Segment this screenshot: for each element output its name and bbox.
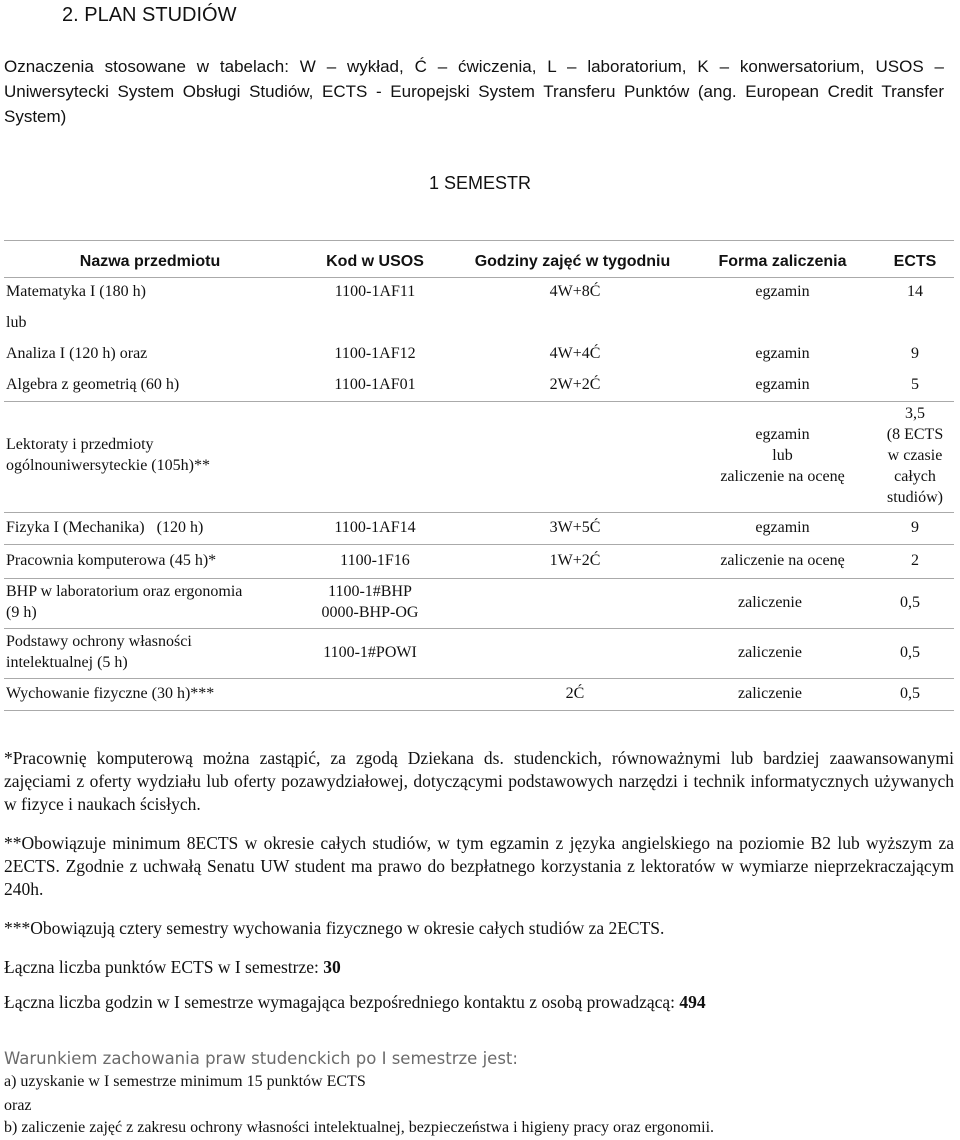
ects-value: 0,5 (900, 594, 920, 611)
table-top-rule (4, 240, 954, 241)
weekly-hours: 4W+4Ć (549, 345, 601, 362)
ects-value: 9 (911, 519, 919, 536)
hours-total-label: Łączna liczba godzin w I semestrze wymagająca bezpośredniego kontaktu z osobą prowadzącą: (4, 992, 680, 1012)
ects-note: w czasie (887, 447, 943, 464)
ects-value: 0,5 (900, 644, 920, 661)
usos-code: 1100-1AF11 (334, 283, 416, 300)
hours-total-line (4, 992, 706, 1013)
subject-name-cont: ogólnouniwersyteckie (105h)** (6, 457, 210, 474)
assessment-form: egzamin (755, 519, 810, 536)
table-bottom-rule (4, 710, 954, 711)
ects-note: (8 ECTS (886, 426, 944, 443)
weekly-hours: 2W+2Ć (549, 376, 601, 393)
row-rule (4, 578, 954, 579)
footnote-physical-education: ***Obowiązują cztery semestry wychowania fizycznego w okresie całych studiów za 2ECTS. (4, 918, 665, 938)
assessment-form: zaliczenie na ocenę (720, 552, 845, 569)
table-header-rule (4, 277, 954, 278)
weekly-hours: 2Ć (565, 685, 585, 702)
conditions-title: Warunkiem zachowania praw studenckich po I semestrze jest: (4, 1049, 518, 1068)
hours-total-value: 494 (679, 992, 706, 1012)
ects-total-line (4, 957, 341, 978)
usos-code: 1100-1AF14 (334, 519, 416, 536)
assessment-form: egzamin (755, 345, 810, 362)
ects-total-value: 30 (323, 957, 341, 977)
subject-name: Pracownia komputerowa (45 h)* (6, 552, 217, 569)
section-title: 2. PLAN STUDIÓW (62, 4, 237, 26)
row-rule (4, 401, 954, 402)
ects-value: 0,5 (900, 685, 920, 702)
usos-code-alt: 0000-BHP-OG (321, 604, 419, 621)
assessment-form: zaliczenie (738, 644, 802, 661)
subject-name: Wychowanie fizyczne (30 h)*** (6, 685, 215, 702)
assessment-form: egzamin (755, 283, 810, 300)
condition-connector: oraz (4, 1097, 32, 1114)
col-header-hours: Godziny zajęć w tygodniu (474, 253, 671, 270)
col-header-form: Forma zaliczenia (718, 253, 847, 270)
usos-code: 1100-1F16 (340, 552, 410, 569)
subject-name-cont: (9 h) (6, 604, 37, 621)
subject-name: Analiza I (120 h) oraz (6, 345, 148, 362)
ects-value: 2 (911, 552, 919, 569)
semester-heading: 1 SEMESTR (428, 173, 532, 193)
ects-value: 3,5 (905, 405, 925, 422)
footnote-language-courses: **Obowiązuje minimum 8ECTS w okresie całych studiów, w tym egzamin z języka angielskiego na poziomie B2 lub wyższym za 2ECTS. Zgodnie z uchwałą Senatu UW student ma prawo do bezpłatnego korzystania z lektoratów w wymiarze nieprzekraczającym 240h. (4, 833, 954, 899)
row-rule (4, 678, 954, 679)
col-header-code: Kod w USOS (326, 253, 424, 270)
subject-name: Podstawy ochrony własności (6, 633, 192, 650)
assessment-form: zaliczenie (738, 685, 802, 702)
condition-a: a) uzyskanie w I semestrze minimum 15 punktów ECTS (4, 1073, 366, 1090)
subject-name: Lektoraty i przedmioty (6, 436, 154, 453)
ects-value: 9 (911, 345, 919, 362)
abbreviations-paragraph: Oznaczenia stosowane w tabelach: W – wykład, Ć – ćwiczenia, L – laboratorium, K – konwersatorium, USOS – Uniwersytecki System Obsługi Studiów, ECTS - Europejski System Transferu Punktów (ang. European Credit Transfer System) (4, 57, 944, 126)
col-header-name: Nazwa przedmiotu (79, 253, 221, 270)
lub-connector: lub (6, 314, 27, 331)
condition-b: b) zaliczenie zajęć z zakresu ochrony własności intelektualnej, bezpieczeństwa i higieny pracy oraz ergonomii. (4, 1119, 715, 1136)
col-header-ects: ECTS (893, 253, 937, 270)
assessment-form-alt: zaliczenie na ocenę (720, 468, 845, 485)
assessment-form-lub: lub (772, 447, 793, 464)
usos-code: 1100-1AF01 (334, 376, 416, 393)
footnote-computer-lab: *Pracownię komputerową można zastąpić, za zgodą Dziekana ds. studenckich, równoważnymi lub bardziej zaawansowanymi zajęciami z oferty wydziału lub oferty pozawydziałowej, dotyczącymi podstawowych narzędzi i technik informatycznych używanych w fizyce i naukach ścisłych. (4, 748, 954, 814)
ects-total-label: Łączna liczba punktów ECTS w I semestrze: (4, 957, 324, 977)
weekly-hours: 4W+8Ć (549, 283, 601, 300)
subject-name: Matematyka I (180 h) (6, 283, 146, 300)
assessment-form: egzamin (755, 426, 810, 443)
usos-code: 1100-1#POWI (323, 644, 417, 661)
usos-code: 1100-1AF12 (334, 345, 416, 362)
subject-name: Fizyka I (Mechanika) (120 h) (6, 519, 204, 536)
ects-value: 14 (907, 283, 923, 300)
row-rule (4, 512, 954, 513)
ects-value: 5 (911, 376, 919, 393)
row-rule (4, 628, 954, 629)
weekly-hours: 3W+5Ć (549, 519, 601, 536)
ects-note: całych (894, 468, 936, 485)
ects-note: studiów) (887, 489, 943, 506)
assessment-form: egzamin (755, 376, 810, 393)
usos-code: 1100-1#BHP (328, 583, 412, 600)
weekly-hours: 1W+2Ć (549, 552, 601, 569)
subject-name: BHP w laboratorium oraz ergonomia (6, 583, 243, 600)
row-rule (4, 544, 954, 545)
subject-name: Algebra z geometrią (60 h) (6, 376, 180, 393)
subject-name-cont: intelektualnej (5 h) (6, 654, 128, 671)
assessment-form: zaliczenie (738, 594, 802, 611)
